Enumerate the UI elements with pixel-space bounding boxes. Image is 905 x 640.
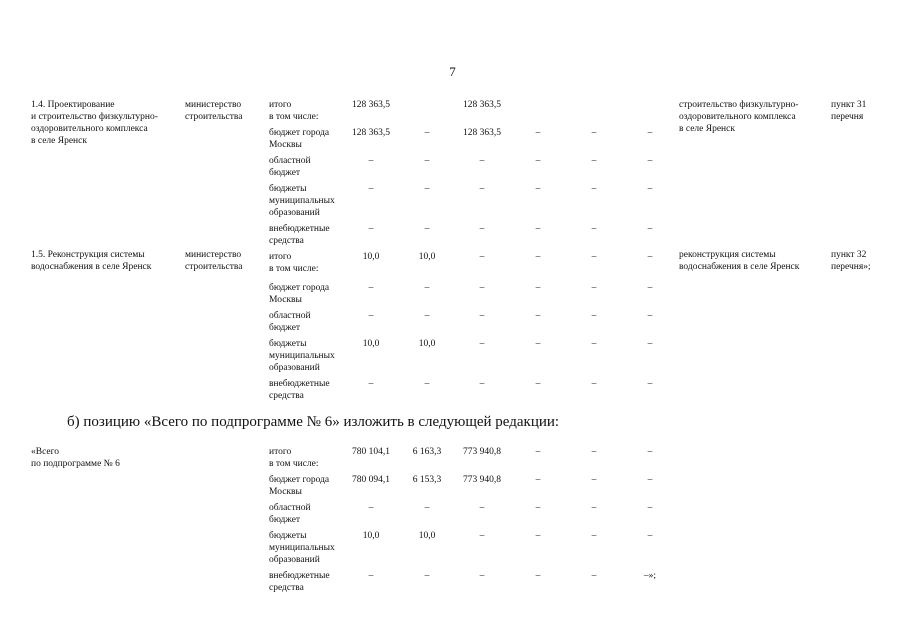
- value-cell: 10,0: [418, 531, 436, 541]
- value-cell: –: [647, 184, 653, 194]
- block-item: пункт 31 перечня: [831, 100, 867, 122]
- value-cell: 6 163,3: [412, 447, 442, 457]
- value-cell: –: [479, 531, 485, 541]
- value-cell: –: [591, 379, 597, 389]
- value-cell: –: [535, 311, 541, 321]
- value-cell: –: [368, 283, 374, 293]
- value-cell: –: [647, 156, 653, 166]
- value-cell: –: [535, 128, 541, 138]
- value-cell: –: [535, 156, 541, 166]
- value-cell: –»;: [643, 571, 657, 581]
- value-cell: –: [479, 252, 485, 262]
- value-cell: –: [647, 447, 653, 457]
- source-label: бюджеты муниципальных образований: [269, 184, 335, 218]
- value-cell: –: [479, 184, 485, 194]
- value-cell: –: [591, 447, 597, 457]
- value-cell: –: [647, 339, 653, 349]
- value-cell: –: [591, 156, 597, 166]
- value-cell: –: [647, 379, 653, 389]
- value-cell: –: [591, 531, 597, 541]
- value-cell: –: [591, 252, 597, 262]
- source-label: итого в том числе:: [269, 100, 319, 122]
- value-cell: –: [479, 571, 485, 581]
- value-cell: –: [647, 503, 653, 513]
- value-cell: –: [479, 311, 485, 321]
- value-cell: –: [424, 184, 430, 194]
- value-cell: –: [424, 503, 430, 513]
- value-cell: –: [535, 379, 541, 389]
- block-result: строительство физкультурно- оздоровительного комплекса в селе Яренск: [679, 100, 799, 134]
- value-cell: –: [647, 252, 653, 262]
- value-cell: –: [368, 379, 374, 389]
- source-label: внебюджетные средства: [269, 571, 330, 593]
- value-cell: 773 940,8: [463, 447, 501, 457]
- source-label: бюджет города Москвы: [269, 475, 330, 497]
- block-executor: министерство строительства: [185, 250, 243, 272]
- value-cell: –: [368, 156, 374, 166]
- source-label: областной бюджет: [269, 311, 311, 333]
- value-cell: –: [368, 311, 374, 321]
- source-label: бюджеты муниципальных образований: [269, 531, 335, 565]
- value-cell: 128 363,5: [352, 128, 390, 138]
- value-cell: 10,0: [362, 252, 380, 262]
- value-cell: 780 094,1: [352, 475, 390, 485]
- value-cell: –: [591, 184, 597, 194]
- block-name: «Всего по подпрограмме № 6: [31, 447, 120, 469]
- value-cell: –: [535, 503, 541, 513]
- source-label: внебюджетные средства: [269, 379, 330, 401]
- value-cell: 10,0: [418, 339, 436, 349]
- value-cell: –: [424, 571, 430, 581]
- source-label: бюджет города Москвы: [269, 283, 330, 305]
- value-cell: –: [591, 283, 597, 293]
- value-cell: 10,0: [418, 252, 436, 262]
- value-cell: –: [591, 475, 597, 485]
- value-cell: 10,0: [362, 531, 380, 541]
- value-cell: –: [647, 224, 653, 234]
- value-cell: –: [535, 224, 541, 234]
- section-heading: б) позицию «Всего по подпрограмме № 6» изложить в следующей редакции:: [67, 414, 560, 430]
- source-label: итого в том числе:: [269, 252, 319, 274]
- value-cell: –: [591, 128, 597, 138]
- value-cell: 780 104,1: [352, 447, 390, 457]
- source-label: бюджет города Москвы: [269, 128, 330, 150]
- value-cell: –: [535, 571, 541, 581]
- block-item: пункт 32 перечня»;: [831, 250, 871, 272]
- source-label: областной бюджет: [269, 156, 311, 178]
- value-cell: –: [647, 283, 653, 293]
- value-cell: 773 940,8: [463, 475, 501, 485]
- source-label: внебюджетные средства: [269, 224, 330, 246]
- value-cell: –: [535, 475, 541, 485]
- source-label: областной бюджет: [269, 503, 311, 525]
- value-cell: –: [591, 339, 597, 349]
- source-label: итого в том числе:: [269, 447, 319, 469]
- value-cell: –: [591, 571, 597, 581]
- value-cell: –: [479, 156, 485, 166]
- value-cell: –: [591, 224, 597, 234]
- value-cell: –: [647, 128, 653, 138]
- value-cell: –: [647, 475, 653, 485]
- value-cell: –: [591, 311, 597, 321]
- value-cell: –: [535, 283, 541, 293]
- block-name: 1.4. Проектирование и строительство физкультурно- оздоровительного комплекса в селе Яренск: [31, 100, 158, 146]
- value-cell: 128 363,5: [352, 100, 390, 110]
- value-cell: –: [424, 311, 430, 321]
- value-cell: –: [647, 311, 653, 321]
- value-cell: –: [647, 531, 653, 541]
- block-name: 1.5. Реконструкция системы водоснабжения в селе Яренск: [31, 250, 152, 272]
- value-cell: –: [591, 503, 597, 513]
- value-cell: –: [424, 128, 430, 138]
- page-number: 7: [449, 64, 456, 79]
- value-cell: –: [479, 224, 485, 234]
- block-executor: министерство строительства: [185, 100, 243, 122]
- value-cell: –: [535, 447, 541, 457]
- value-cell: –: [424, 283, 430, 293]
- value-cell: –: [424, 224, 430, 234]
- value-cell: –: [479, 503, 485, 513]
- value-cell: –: [368, 503, 374, 513]
- value-cell: 10,0: [362, 339, 380, 349]
- value-cell: –: [535, 184, 541, 194]
- value-cell: –: [424, 156, 430, 166]
- value-cell: 128 363,5: [463, 128, 501, 138]
- value-cell: –: [535, 531, 541, 541]
- value-cell: –: [479, 379, 485, 389]
- value-cell: –: [368, 184, 374, 194]
- value-cell: 6 153,3: [412, 475, 442, 485]
- source-label: бюджеты муниципальных образований: [269, 339, 335, 373]
- value-cell: –: [535, 252, 541, 262]
- value-cell: –: [479, 339, 485, 349]
- value-cell: –: [368, 224, 374, 234]
- value-cell: –: [368, 571, 374, 581]
- value-cell: –: [535, 339, 541, 349]
- value-cell: –: [424, 379, 430, 389]
- value-cell: –: [479, 283, 485, 293]
- block-result: реконструкция системы водоснабжения в селе Яренск: [679, 250, 800, 272]
- value-cell: 128 363,5: [463, 100, 501, 110]
